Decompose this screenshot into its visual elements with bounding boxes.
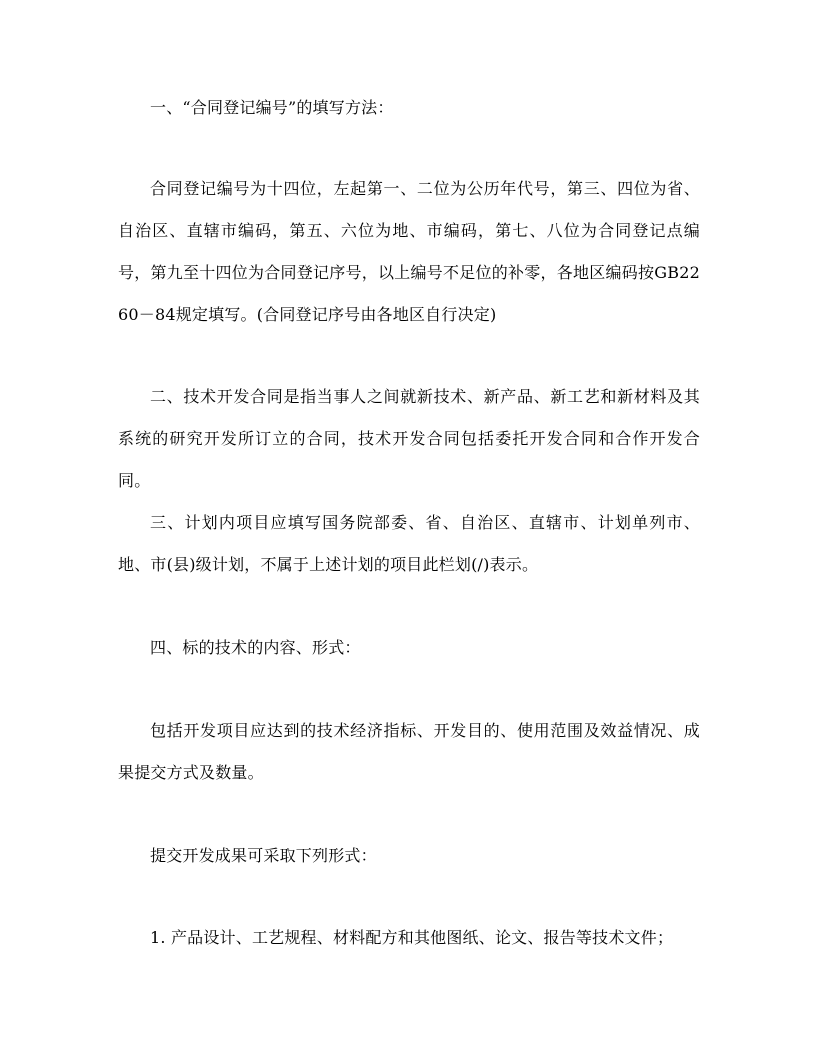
paragraph-development-content: 包括开发项目应达到的技术经济指标、开发目的、使用范围及效益情况、成果提交方式及数量。 xyxy=(118,721,700,782)
paragraph-contract-number-rules: 合同登记编号为十四位，左起第一、二位为公历年代号，第三、四位为省、自治区、直辖市编码，第五、六位为地、市编码，第七、八位为合同登记点编号，第九至十四位为合同登记序号，以上编号不足位的补零，各地区编码按GB2260－84规定填写。(合同登记序号由各地区自行决定) xyxy=(118,179,700,324)
section-2-paragraph: 二、技术开发合同是指当事人之间就新技术、新产品、新工艺和新材料及其系统的研究开发所订立的合同，技术开发合同包括委托开发合同和合作开发合同。 xyxy=(118,387,700,490)
section-3-paragraph: 三、计划内项目应填写国务院部委、省、自治区、直辖市、计划单列市、地、市(县)级计划，不属于上述计划的项目此栏划(/)表示。 xyxy=(118,513,700,574)
section-4-heading: 四、标的技术的内容、形式： xyxy=(150,638,361,657)
list-item-1: 1. 产品设计、工艺规程、材料配方和其他图纸、论文、报告等技术文件； xyxy=(150,928,674,947)
section-1-heading: 一、“合同登记编号”的填写方法： xyxy=(150,98,394,117)
paragraph-result-forms: 提交开发成果可采取下列形式： xyxy=(150,846,377,865)
